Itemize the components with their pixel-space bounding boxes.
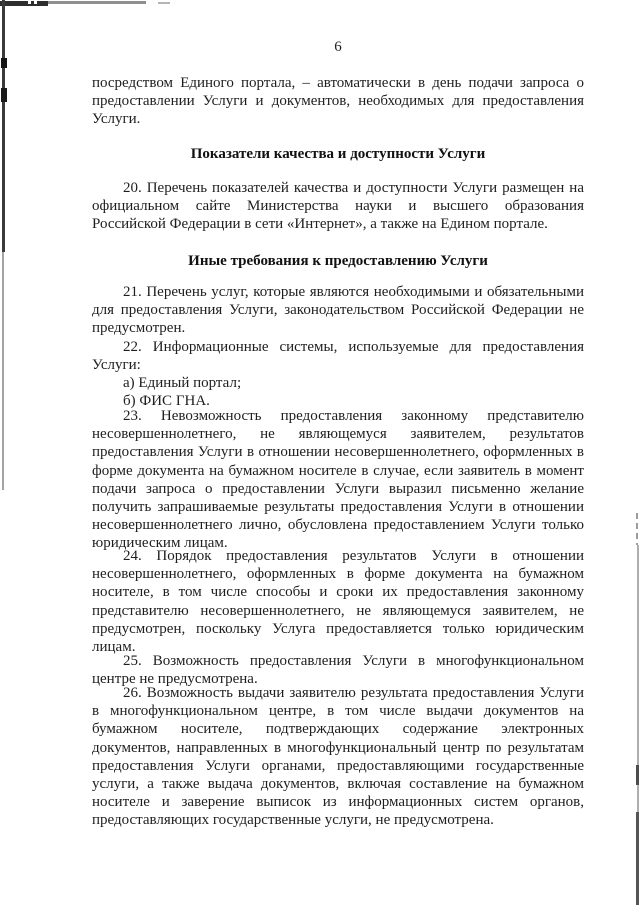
paragraph-25: 25. Возможность предоставления Услуги в многофункциональном центре не предусмотрена. <box>92 653 584 688</box>
list-item-a: а) Единый портал; <box>123 375 242 392</box>
list-item-b: б) ФИС ГНА. <box>123 393 210 410</box>
scan-artifact-top-edge-gray <box>48 1 146 4</box>
page-number: 6 <box>334 39 342 55</box>
section-heading-quality-and-availability: Показатели качества и доступности Услуги <box>190 146 486 162</box>
scan-artifact-top-edge-notch <box>34 1 37 4</box>
paragraph-23: 23. Невозможность предоставления законному представителю несовершеннолетнего, не являющемуся заявителем, результатов предоставления Услуги в отношении несовершеннолетнего, оформленных в форме документа на бумажном носителе в случае, если заявитель в момент подачи запроса о предоставлении Услуги выразил письменно желание получить запрашиваемые результаты предоставления Услуги в отношении несовершеннолетнего лично, обусловлена предоставлением Услуги только юридическим лицам. <box>92 408 584 552</box>
scan-artifact-right-edge-dark <box>636 765 639 785</box>
paragraphs-21-22-group <box>92 283 584 410</box>
scan-artifact-left-edge-dark <box>2 0 5 252</box>
scan-artifact-right-edge-dashes <box>636 513 638 545</box>
paragraph-22: 22. Информационные системы, используемые для предоставления Услуги: <box>92 338 584 373</box>
scan-artifact-top-edge-notch <box>28 1 31 4</box>
paragraph-21: 21. Перечень услуг, которые являются необходимыми и обязательными для предоставления Услуги, законодательством Российской Федерации не предусмотрен. <box>92 284 584 337</box>
scan-artifact-left-blob <box>1 58 7 68</box>
scan-artifact-top-edge-dash <box>158 2 170 4</box>
scan-artifact-right-edge-dark <box>636 812 639 905</box>
paragraph-continued: посредством Единого портала, – автоматически в день подачи запроса о предоставлении Услуги и документов, необходимых для предоставления Услуги. <box>92 75 584 128</box>
paragraph-26: 26. Возможность выдачи заявителю результата предоставления Услуги в многофункциональном центре, в том числе выдачи документов на бумажном носителе, подтверждающих содержание электронных документов, направленных в многофункциональный центр по результатам предоставления Услуги органами, предоставляющими государственные услуги, а также выдача документов, включая составление на бумажном носителе и заверение выписок из информационных систем органов, предоставляющих государственные услуги, не предусмотрена. <box>92 685 584 829</box>
scan-artifact-left-blob <box>1 88 7 102</box>
paragraph-20: 20. Перечень показателей качества и доступности Услуги размещен на официальном сайте Министерства науки и высшего образования Российской Федерации в сети «Интернет», а также на Едином портале. <box>92 180 584 233</box>
scan-artifact-left-edge-gray <box>2 252 4 490</box>
scan-artifact-top-edge-dark <box>0 1 48 6</box>
paragraph-24: 24. Порядок предоставления результатов Услуги в отношении несовершеннолетнего, оформленных в форме документа на бумажном носителе, в том числе способы и сроки их предоставления законному представителю несовершеннолетнего, не являющемуся заявителем, не предусмотрен, поскольку Услуга предоставляется только юридическим лицам. <box>92 548 584 656</box>
section-heading-other-requirements: Иные требования к предоставлению Услуги <box>188 253 488 269</box>
